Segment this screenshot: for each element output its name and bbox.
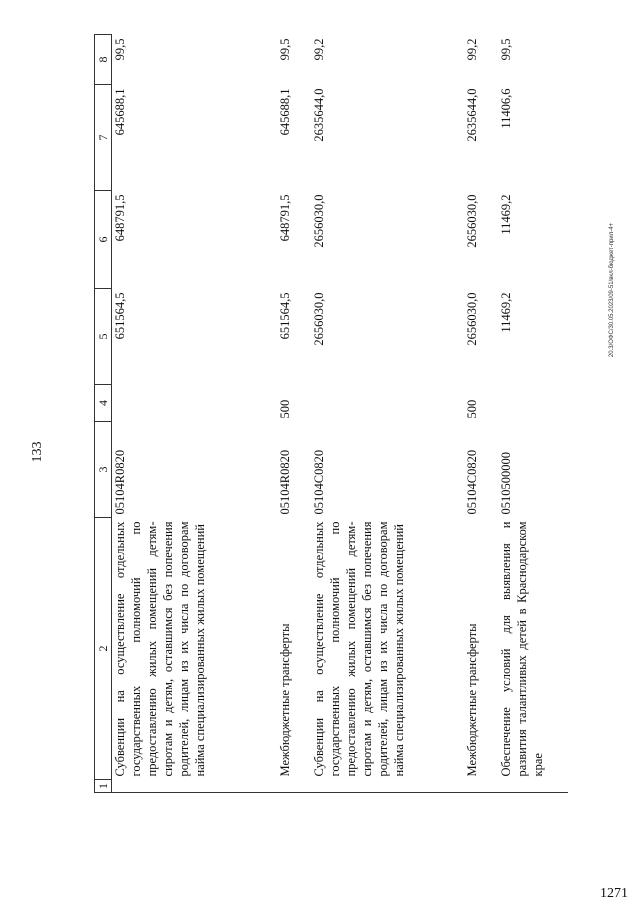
row-code: 05104R0820 (278, 449, 292, 515)
row-executed: 11406,6 (499, 88, 513, 129)
row-plan: 651564,5 (278, 292, 292, 340)
row-percent: 99,5 (499, 38, 513, 61)
document-reference-note: 20.3/ОФС/30.05.2023/09-51/вкл-бюджет-прил-4+ (609, 222, 615, 358)
column-header: 6 (95, 191, 112, 289)
row-type (311, 385, 464, 422)
row-plan: 2656030,0 (465, 292, 479, 346)
table-row (311, 35, 464, 793)
table-row (464, 35, 498, 793)
row-name: Межбюджетные трансферты (465, 623, 479, 777)
row-code: 05104C0820 (465, 449, 479, 515)
row-percent: 99,5 (113, 38, 127, 61)
column-header: 1 (95, 780, 112, 793)
column-header: 7 (95, 85, 112, 191)
row-code: 05104C0820 (312, 449, 326, 515)
row-refined: 11469,2 (499, 194, 513, 235)
budget-table (94, 34, 568, 793)
table-row (498, 35, 568, 793)
row-executed: 2635644,0 (312, 88, 326, 142)
row-code: 05104R0820 (113, 449, 127, 515)
row-name: Межбюджетные трансферты (278, 623, 292, 777)
table-row (112, 35, 278, 793)
row-percent: 99,2 (465, 38, 479, 61)
row-executed: 645688,1 (113, 88, 127, 136)
row-type (112, 385, 278, 422)
column-header: 5 (95, 289, 112, 385)
row-type: 500 (465, 399, 479, 419)
column-header: 4 (95, 385, 112, 422)
row-percent: 99,2 (312, 38, 326, 61)
row-plan: 2656030,0 (312, 292, 326, 346)
row-executed: 645688,1 (278, 88, 292, 136)
row-plan: 651564,5 (113, 292, 127, 340)
row-refined: 2656030,0 (465, 194, 479, 248)
row-executed: 2635644,0 (465, 88, 479, 142)
column-header: 3 (95, 422, 112, 518)
row-refined: 648791,5 (113, 194, 127, 242)
row-percent: 99,5 (278, 38, 292, 61)
column-header: 8 (95, 35, 112, 85)
row-plan: 11469,2 (499, 292, 513, 333)
row-refined: 2656030,0 (312, 194, 326, 248)
row-type: 500 (278, 399, 292, 419)
budget-table-container (94, 35, 574, 793)
row-name: Субвенции на осуществление отдельных государственных полномочий по предоставлению жилых помещений детям-сиротам и детям, оставшимся без попечения родителей, лицам из их числа по договорам найма специализированных жилых помещений (312, 521, 406, 777)
table-header-row (95, 35, 112, 793)
row-refined: 648791,5 (278, 194, 292, 242)
row-code: 0510500000 (499, 452, 513, 515)
sheet-number: 1271 (600, 886, 628, 901)
page-number: 133 (30, 441, 45, 463)
table-row (277, 35, 311, 793)
row-name: Субвенции на осуществление отдельных государственных полномочий по предоставлению жилых помещений детям-сиротам и детям, оставшимся без попечения родителей, лицам из их числа по договорам найма специализированных жилых помещений (113, 521, 207, 777)
row-type (498, 385, 568, 422)
row-name: Обеспечение условий для выявления и развития талантливых детей в Краснодарском крае (499, 521, 545, 777)
column-header: 2 (95, 518, 112, 780)
